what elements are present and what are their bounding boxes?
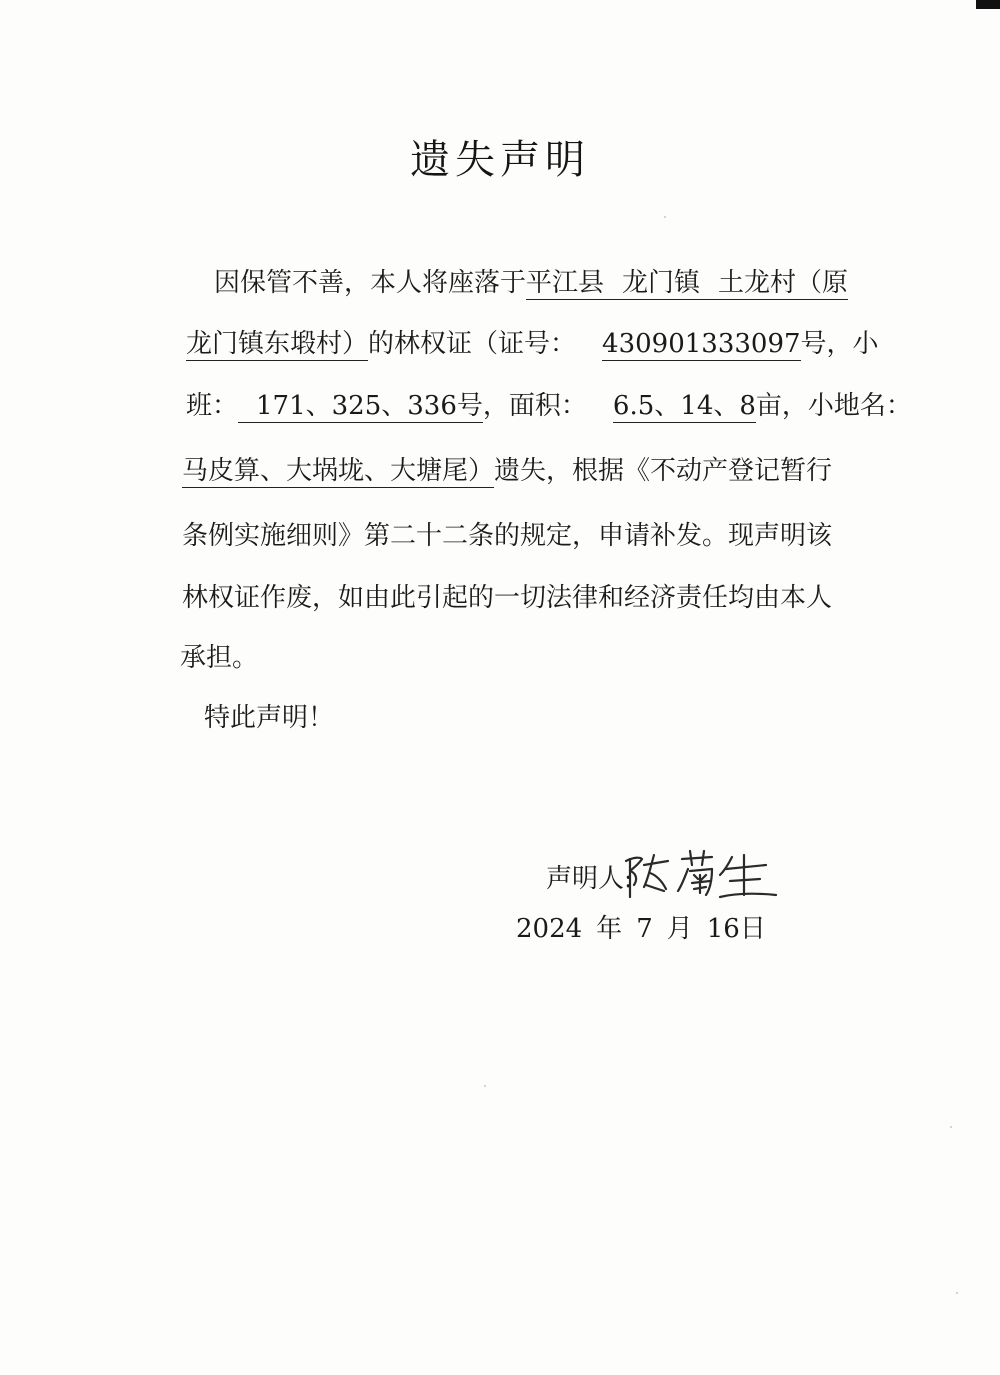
body-line-7: 承担。 (180, 643, 259, 673)
document-title: 遗失声明 (410, 137, 590, 183)
date-year: 2024 (516, 914, 583, 944)
scan-speck (950, 1126, 952, 1128)
line3-suffix: 亩，小地名： (755, 391, 912, 421)
certificate-number: 430901333097 (602, 329, 801, 359)
scan-corner-mark (976, 0, 1000, 9)
closing-statement: 特此声明！ (204, 703, 335, 733)
town: 龙门镇 (622, 268, 701, 298)
line2-mid: 的林权证（证号： (368, 329, 577, 359)
body-line-3 (186, 385, 912, 422)
date-day-unit: 日 (739, 914, 766, 944)
body-line-2 (186, 323, 879, 360)
plot-numbers: 171、325、336号 (238, 391, 483, 423)
area-values: 6.5、14、8 (612, 391, 756, 421)
handwritten-signature (620, 845, 780, 905)
declaration-date (516, 908, 766, 945)
date-month-unit: 月 (666, 914, 693, 944)
line2-suffix: 号，小 (800, 329, 879, 359)
line4-suffix: 遗失，根据《不动产登记暂行 (494, 456, 833, 486)
body-line-6: 林权证作废，如由此引起的一切法律和经济责任均由本人 (182, 583, 833, 613)
county: 平江县 (526, 268, 605, 298)
village: 土龙村（原 (718, 268, 849, 298)
date-day: 16 (706, 914, 740, 944)
line3-prefix: 班： (186, 391, 239, 421)
line3-mid: ，面积： (482, 391, 587, 421)
location-underlined (526, 268, 848, 300)
date-year-unit: 年 (596, 914, 623, 944)
body-line-5: 条例实施细则》第二十二条的规定，申请补发。现声明该 (182, 521, 833, 551)
date-month: 7 (636, 914, 653, 944)
village-continued: 龙门镇东塅村） (186, 329, 369, 359)
declarant-label: 声明人: (546, 864, 633, 894)
place-names: 马皮算、大埚垅、大塘尾） (182, 456, 495, 486)
body-line-1 (214, 262, 848, 299)
line1-prefix: 因保管不善，本人将座落于 (214, 268, 527, 298)
scan-speck (664, 216, 666, 218)
scan-speck (956, 1292, 958, 1294)
scan-speck (484, 1085, 486, 1087)
body-line-4 (182, 450, 832, 487)
